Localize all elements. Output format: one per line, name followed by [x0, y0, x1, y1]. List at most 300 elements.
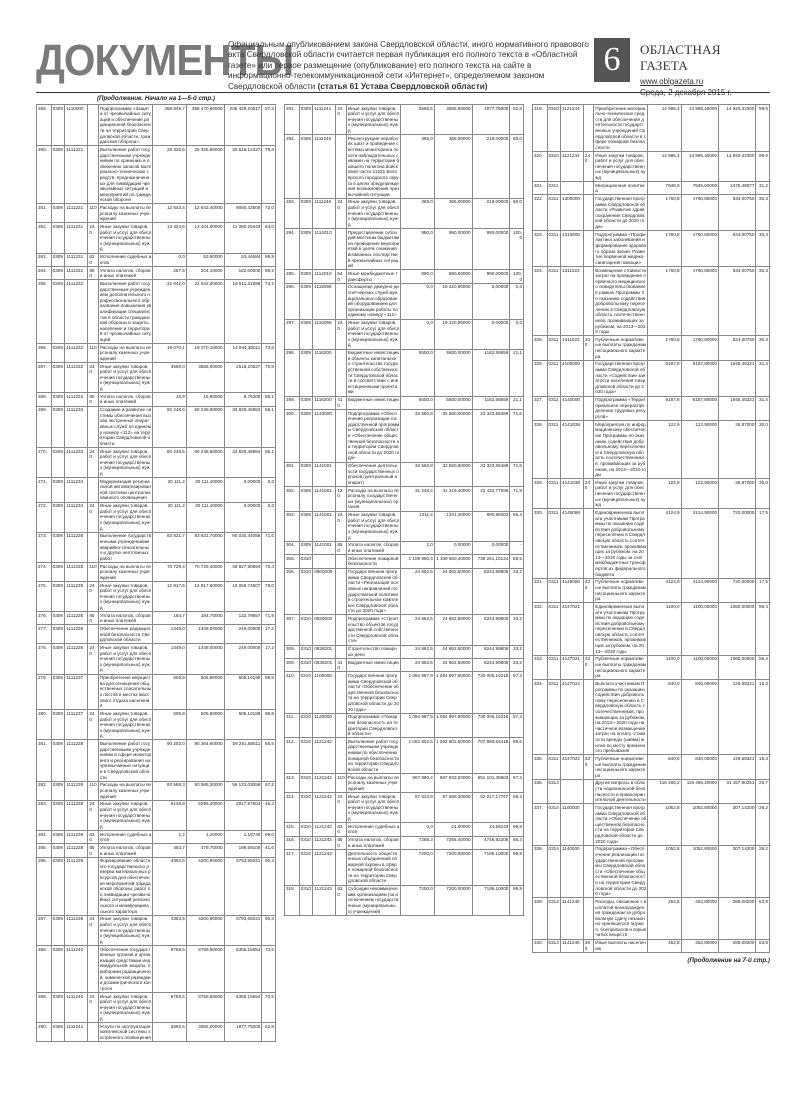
table-cell: 96,4: [756, 655, 770, 680]
table-cell: 15,9: [153, 393, 187, 406]
table-cell: 0309: [51, 223, 65, 253]
table-row: [37, 406, 276, 447]
table-cell: 30 111,40000: [186, 478, 224, 503]
table-cell: 266.: [37, 344, 52, 363]
table-cell: 302.: [285, 487, 300, 512]
table-cell: 71,9: [510, 487, 524, 512]
table-cell: 13 424,6: [153, 223, 187, 253]
table-cell: 7200,0: [401, 885, 435, 915]
table-cell: 30,3: [756, 195, 770, 231]
table-cell: 1100000: [561, 804, 584, 845]
table-cell: [88, 945, 98, 992]
table-cell: 0309: [51, 674, 65, 710]
table-row: [37, 266, 276, 279]
table-cell: 122,90000: [681, 479, 718, 509]
table-cell: 9090,43500: [224, 204, 262, 223]
table-cell: [583, 182, 593, 195]
table-cell: [313, 555, 336, 568]
table-cell: 17,5: [756, 509, 770, 578]
table-cell: 1 062 802,5: [401, 738, 435, 774]
table-cell: [583, 779, 593, 804]
table-cell: 67,3: [510, 672, 524, 713]
table-cell: 21,1: [510, 349, 524, 396]
table-cell: 1111241: [65, 1023, 88, 1042]
table-row: [533, 336, 770, 361]
table-cell: 0311: [547, 396, 561, 421]
table-cell: 65,5: [262, 740, 276, 781]
table-cell: 24,58243: [472, 823, 510, 836]
table-row: [285, 823, 524, 836]
table-row: [533, 479, 770, 509]
table-cell: 0314: [547, 898, 561, 939]
table-cell: 259.: [37, 105, 52, 146]
table-cell: 275.: [37, 581, 52, 611]
table-cell: 0309: [51, 363, 65, 393]
table-row: [285, 793, 524, 823]
table-cell: [583, 680, 593, 755]
table-cell: -: [510, 541, 524, 554]
table-cell: 30 111,4: [153, 478, 187, 503]
table-cell: 333.: [533, 655, 548, 680]
table-cell: 99,9: [510, 823, 524, 836]
table-row: [37, 280, 276, 344]
table-cell: 1114010: [313, 229, 336, 270]
table-cell: 21,1: [510, 396, 524, 409]
table-cell: 315.: [285, 823, 300, 836]
table-cell: 0311: [547, 578, 561, 603]
table-cell: 63,8: [756, 939, 770, 952]
table-cell: 297.: [285, 319, 300, 349]
table-cell: 287.: [37, 915, 52, 945]
table-cell: 219,00000: [472, 135, 510, 199]
table-cell: 31,4: [756, 396, 770, 421]
table-cell: 0309: [299, 396, 313, 409]
table-cell: 1111241: [313, 105, 336, 135]
table-cell: 12 917,60000: [186, 581, 224, 611]
table-cell: 67,3: [510, 713, 524, 738]
table-cell: Государственная программа Свердловской области «Обеспечение общественной безопасности на территории Свердловской области до 2020 года»: [595, 805, 647, 844]
table-cell: 1111239: [65, 915, 88, 945]
table-cell: 1111235: [65, 562, 88, 581]
table-cell: Строительство пожарных депо: [346, 645, 401, 658]
table-cell: 4147022: [561, 680, 584, 755]
table-cell: 8,76300: [224, 393, 262, 406]
table-cell: Бюджетные инвестиции в объекты капитального строительства государственной собственности Свердловской области в соответствии с инвестиционными проектами: [347, 350, 399, 395]
table-cell: 0309: [51, 393, 65, 406]
table-cell: 3793,65021: [224, 857, 262, 915]
table-cell: 90 364,60000: [186, 740, 224, 781]
table-row: [285, 659, 524, 672]
table-cell: 0,00000: [472, 319, 510, 349]
budget-table: [284, 104, 524, 916]
table-cell: 365,00000: [434, 135, 472, 199]
table-cell: 240: [336, 793, 346, 823]
table-cell: 0309: [51, 830, 65, 843]
table-cell: 307,14200: [719, 804, 756, 845]
table-cell: [583, 195, 593, 231]
table-cell: 4147022: [561, 755, 584, 780]
table-cell: 0309: [51, 478, 65, 503]
table-cell: Уплата налогов, сборов и иных платежей: [346, 541, 401, 554]
table-cell: 19 070,10000: [186, 344, 224, 363]
table-cell: 52,8: [262, 1023, 276, 1042]
table-row: [285, 229, 524, 270]
table-cell: 540: [336, 270, 346, 283]
table-row: [285, 774, 524, 793]
table-cell: 1111231: [65, 204, 88, 223]
table-cell: 1,2: [153, 830, 187, 843]
table-cell: 240: [88, 502, 98, 532]
table-cell: 630: [336, 885, 346, 915]
table-cell: 1121242: [313, 793, 336, 823]
table-cell: 30 111,40000: [186, 502, 224, 532]
table-row: [37, 674, 276, 710]
table-cell: 0310: [299, 885, 313, 915]
table-cell: Иные закупки товаров, работ и услуг для обеспечения государственных (муниципальных) нужд: [594, 479, 648, 509]
table-cell: 3555,5: [153, 1023, 187, 1042]
table-cell: 277.: [37, 625, 52, 644]
table-cell: 100,0: [510, 229, 524, 270]
table-cell: 132,78657: [224, 612, 262, 625]
table-cell: 338.: [533, 845, 548, 898]
table-cell: 31,4: [756, 360, 770, 396]
table-cell: 0309: [51, 857, 65, 915]
table-cell: 0309: [299, 319, 313, 349]
table-cell: 334.: [533, 680, 548, 755]
table-cell: 199,59100: [224, 844, 262, 857]
table-row: [37, 740, 276, 781]
table-cell: 72,0: [262, 204, 276, 223]
table-cell: Бюджетные инвестиции: [346, 396, 401, 409]
table-cell: 17,5: [756, 578, 770, 603]
table-row: [533, 779, 770, 804]
table-cell: 32 560,80000: [434, 462, 472, 487]
table-cell: 1111237: [65, 674, 88, 710]
table-cell: 0310: [299, 568, 313, 615]
table-cell: 83 831,7: [153, 532, 187, 562]
table-cell: Расходы на выплаты персоналу казенных учреждений: [99, 782, 151, 799]
table-cell: 1115098: [313, 319, 336, 349]
table-cell: 31 248,4: [401, 487, 435, 512]
table-cell: 1121242: [313, 823, 336, 836]
table-row: [37, 612, 276, 625]
table-cell: 295.: [285, 270, 300, 283]
table-cell: 60,0: [510, 198, 524, 228]
table-cell: [336, 568, 346, 615]
table-cell: 1141001: [313, 511, 336, 541]
table-cell: 0311: [547, 195, 561, 231]
table-cell: 1760,80000: [681, 336, 718, 361]
table-cell: 6187,80000: [681, 360, 718, 396]
table-cell: 0309: [51, 502, 65, 532]
table-cell: 0309: [51, 781, 65, 800]
table-cell: [336, 555, 346, 568]
table-cell: 1100,00000: [681, 655, 718, 680]
table-cell: 1877,75000: [472, 105, 510, 135]
table-cell: 0314: [547, 939, 561, 952]
table-cell: 294.: [285, 229, 300, 270]
table-cell: 290.: [37, 1023, 52, 1042]
table-cell: 534,00750: [719, 266, 756, 335]
table-cell: 1111246: [313, 135, 336, 199]
table-cell: 7948,9: [648, 182, 681, 195]
table-cell: 240: [88, 581, 98, 611]
table-cell: 240: [88, 915, 98, 945]
table-cell: Иные закупки товаров, работ и услуг для обеспечения государственных (муниципальных) нужд: [99, 710, 152, 739]
table-cell: 0310: [299, 849, 313, 885]
table-cell: 84,0: [262, 223, 276, 253]
table-cell: Иные выплаты населению: [595, 940, 646, 951]
table-cell: 0309: [299, 462, 313, 487]
table-cell: 1111233: [65, 406, 88, 447]
table-cell: 1300000: [561, 195, 584, 231]
table-cell: 4200,90000: [186, 857, 224, 915]
table-cell: 4145086: [561, 578, 584, 603]
table-row: [285, 836, 524, 849]
table-cell: 325.: [533, 336, 548, 361]
table-cell: 0311: [547, 680, 561, 755]
table-cell: [583, 845, 593, 898]
table-cell: 1111231: [65, 266, 88, 279]
table-cell: Реконструкция нерабочих шахт и проведение системы мониторинга по сети наблюдательных скважин на территории бывшего полигона войсковой части 21221 Белоярского городского округа в целях предупреждения возникновения чрезвычайной ситуации: [347, 135, 400, 197]
table-cell: 240: [583, 479, 593, 509]
table-cell: [88, 406, 98, 447]
table-cell: 0310: [299, 659, 313, 672]
table-cell: 0,0: [262, 478, 276, 503]
table-cell: 30 111,4: [153, 502, 187, 532]
table-cell: 0311: [547, 231, 561, 267]
table-cell: 1121244: [561, 151, 584, 181]
table-cell: 1115098: [313, 283, 336, 319]
table-cell: 5500,00000: [434, 349, 472, 396]
table-cell: 16 511,31898: [224, 280, 262, 344]
table-cell: 1121242: [313, 774, 336, 793]
table-cell: 0309: [51, 612, 65, 625]
table-cell: 6148,8: [153, 800, 187, 830]
table-cell: 261.: [37, 204, 52, 223]
table-cell: 0836201: [313, 659, 336, 672]
table-cell: 330: [583, 578, 593, 603]
table-cell: 282.: [37, 781, 52, 800]
table-cell: 1111235: [65, 581, 88, 611]
table-cell: 0310: [299, 713, 313, 738]
table-cell: Выполнение работ государственными учреждениями в сфере мониторинга и реагирования на чрезвычайные ситуации в Свердловской области: [99, 741, 152, 780]
table-cell: Публичные нормативные выплаты гражданам несоциального характера: [594, 336, 648, 361]
table-cell: 0,00000: [472, 283, 510, 319]
table-cell: 3793,65021: [224, 915, 262, 945]
table-cell: [336, 229, 346, 270]
table-cell: [88, 532, 98, 562]
table-cell: 24 862,50000: [434, 659, 472, 672]
table-row: [37, 644, 276, 674]
table-cell: Выполнение работ государственным учреждением дополнительного профессионального образования повышения квалификации специалистов в области гражданской обороны и защиты населения и территорий от чрезвычайных ситуаций: [99, 280, 152, 342]
table-cell: 0311: [547, 336, 561, 361]
table-row: [37, 253, 276, 266]
table-cell: 71,6: [262, 532, 276, 562]
table-cell: 0309: [51, 280, 65, 344]
table-cell: 306.: [285, 568, 300, 615]
table-cell: [583, 804, 593, 845]
table-cell: 4100000: [561, 360, 584, 396]
table-cell: 0310: [299, 793, 313, 823]
table-cell: 281.: [37, 740, 52, 781]
table-cell: Единовременная выплата участникам Программы по оказанию содействия добровольному переселению в Свердловскую область соотечественников, проживающих за рубежом, на 2013—2020 годы: [595, 603, 647, 654]
table-cell: 0309: [299, 135, 313, 199]
table-cell: 110: [336, 774, 346, 793]
table-cell: 8759,50000: [186, 945, 224, 992]
table-cell: 1100,0: [648, 655, 681, 680]
table-cell: 60,0: [510, 135, 524, 199]
table-cell: 65,4: [510, 836, 524, 849]
table-cell: 305.: [285, 555, 300, 568]
table-cell: 1,18749: [224, 830, 262, 843]
table-cell: 1311,4: [401, 511, 435, 541]
table-row: [37, 478, 276, 503]
table-cell: 0311: [547, 266, 561, 335]
publication-url[interactable]: www.oblgazeta.ru: [640, 77, 704, 86]
table-cell: 1449,0: [153, 625, 187, 644]
table-cell: [336, 738, 346, 774]
table-cell: 15,90000: [186, 393, 224, 406]
table-cell: 0309: [51, 406, 65, 447]
table-cell: [336, 645, 346, 658]
table-cell: 5500,0: [401, 396, 435, 409]
table-cell: Уплата налогов, сборов и иных платежей: [98, 393, 153, 406]
table-cell: 33 828,46884: [224, 447, 262, 477]
table-cell: 240: [88, 363, 98, 393]
table-row: [533, 603, 770, 656]
table-cell: 0310: [299, 672, 313, 713]
table-cell: 452,80000: [681, 939, 718, 952]
table-cell: 36,87000: [719, 479, 756, 509]
table-cell: 8244,99806: [472, 659, 510, 672]
table-cell: 360: [583, 939, 593, 952]
table-cell: 29,2: [756, 845, 770, 898]
table-cell: 330: [583, 336, 593, 361]
table-cell: [336, 349, 346, 396]
table-cell: 30,3: [756, 336, 770, 361]
table-cell: 19 070,1: [153, 344, 187, 363]
table-cell: 296.: [285, 283, 300, 319]
table-cell: 1 084 997,9: [401, 713, 435, 738]
table-cell: 278.: [37, 644, 52, 674]
table-cell: 55,1: [262, 393, 276, 406]
table-cell: 240: [336, 511, 346, 541]
table-cell: 20 615,12427: [224, 146, 262, 204]
table-cell: 83 831,70000: [186, 532, 224, 562]
table-cell: 53,50000: [186, 253, 224, 266]
table-cell: 830: [88, 253, 98, 266]
table-cell: 4363,5: [153, 857, 187, 915]
table-cell: 3556,0: [153, 363, 187, 393]
table-cell: Услуги по эксплуатации комплексной системы экстренного оповещения: [99, 1023, 151, 1040]
column-3: [532, 94, 770, 964]
table-cell: 15,3: [756, 755, 770, 780]
column-2: [284, 94, 524, 916]
table-cell: 24,60000: [434, 823, 472, 836]
table-cell: Государственная программа Свердловской области «Развитие здравоохранения Свердловской области до 2020 года»: [594, 195, 648, 231]
table-cell: 66,5: [510, 555, 524, 568]
table-cell: 1052,8: [648, 804, 681, 845]
table-cell: 0311: [547, 479, 561, 509]
table-cell: 14 995,4: [648, 151, 681, 181]
table-row: [37, 992, 276, 1022]
table-row: [533, 755, 770, 780]
table-cell: 337.: [533, 804, 548, 845]
table-cell: 1111238: [65, 740, 88, 781]
masthead: ДОКУМЕНТЫ: [36, 36, 294, 85]
table-cell: 1111232: [65, 363, 88, 393]
table-row: [533, 804, 770, 845]
table-cell: 310.: [285, 672, 300, 713]
table-cell: 71,6: [510, 409, 524, 462]
table-cell: 314.: [285, 793, 300, 823]
table-cell: 182,00000: [224, 266, 262, 279]
table-cell: 0309: [299, 487, 313, 512]
table-cell: 1052,80000: [681, 804, 718, 845]
table-cell: Подпрограмма «Обеспечение реализации государственной программы Свердловской области «Обеспечение общественной безопасности на территории Свердловской области до 2020 года»: [347, 410, 400, 461]
table-cell: 328.: [533, 421, 548, 479]
table-cell: 22 642,00000: [186, 280, 224, 344]
table-cell: 1111231: [65, 253, 88, 266]
table-cell: Предоставление субсидий местным бюджетам на проведение мероприятий в целях снижения возможных последствий чрезвычайных ситуаций: [347, 229, 400, 269]
table-cell: 1052,80000: [681, 845, 718, 898]
table-cell: 33,2: [510, 568, 524, 615]
table-cell: 1 109 860,4: [401, 555, 435, 568]
table-cell: 1141001: [313, 541, 336, 554]
table-cell: 99,8: [262, 674, 276, 710]
table-cell: 72,6: [262, 992, 276, 1022]
table-cell: 1341,40000: [434, 511, 472, 541]
table-cell: 8244,99806: [472, 568, 510, 615]
table-cell: 967 890,4: [401, 774, 435, 793]
table-cell: 60 248,60000: [186, 406, 224, 447]
table-cell: 730 006,16318: [472, 713, 510, 738]
table-cell: [88, 146, 98, 204]
table-cell: 307.: [285, 615, 300, 645]
table-cell: Обеспечение государственных органов и организаций средствами индивидуальной защиты, приборами радиационной, химической разведки и дозиметрического контроля: [98, 945, 153, 992]
table-cell: Иные закупки товаров, работ и услуг для обеспечения государственных (муниципальных) нужд: [99, 801, 152, 829]
table-cell: 505,90000: [186, 674, 224, 710]
table-cell: [583, 509, 593, 578]
table-cell: 1121244: [561, 105, 584, 152]
table-row: [285, 349, 524, 396]
table-cell: 276.: [37, 612, 52, 625]
table-cell: 358 470,60000: [186, 105, 224, 146]
table-cell: 1100000: [313, 672, 336, 713]
table-cell: 332.: [533, 603, 548, 656]
table-cell: 505,10199: [224, 674, 262, 710]
table-cell: 0309: [51, 710, 65, 740]
table-row: [285, 198, 524, 228]
table-cell: 12 643,4: [153, 204, 187, 223]
table-cell: [583, 396, 593, 421]
table-cell: 0,0: [153, 253, 187, 266]
table-cell: 318.: [285, 885, 300, 915]
table-cell: 240: [583, 151, 593, 181]
table-cell: 850: [88, 393, 98, 406]
table-row: [285, 555, 524, 568]
table-cell: 0311: [547, 603, 561, 656]
table-cell: 110: [88, 204, 98, 223]
table-cell: 26 325,90000: [186, 146, 224, 204]
table-cell: 505,9: [153, 710, 187, 740]
table-cell: 4124,90000: [681, 578, 718, 603]
table-cell: 410: [336, 396, 346, 409]
table-cell: Уплата налогов, сборов и иных платежей: [98, 612, 153, 625]
table-cell: 707 890,64418: [472, 738, 510, 774]
table-row: [285, 511, 524, 541]
